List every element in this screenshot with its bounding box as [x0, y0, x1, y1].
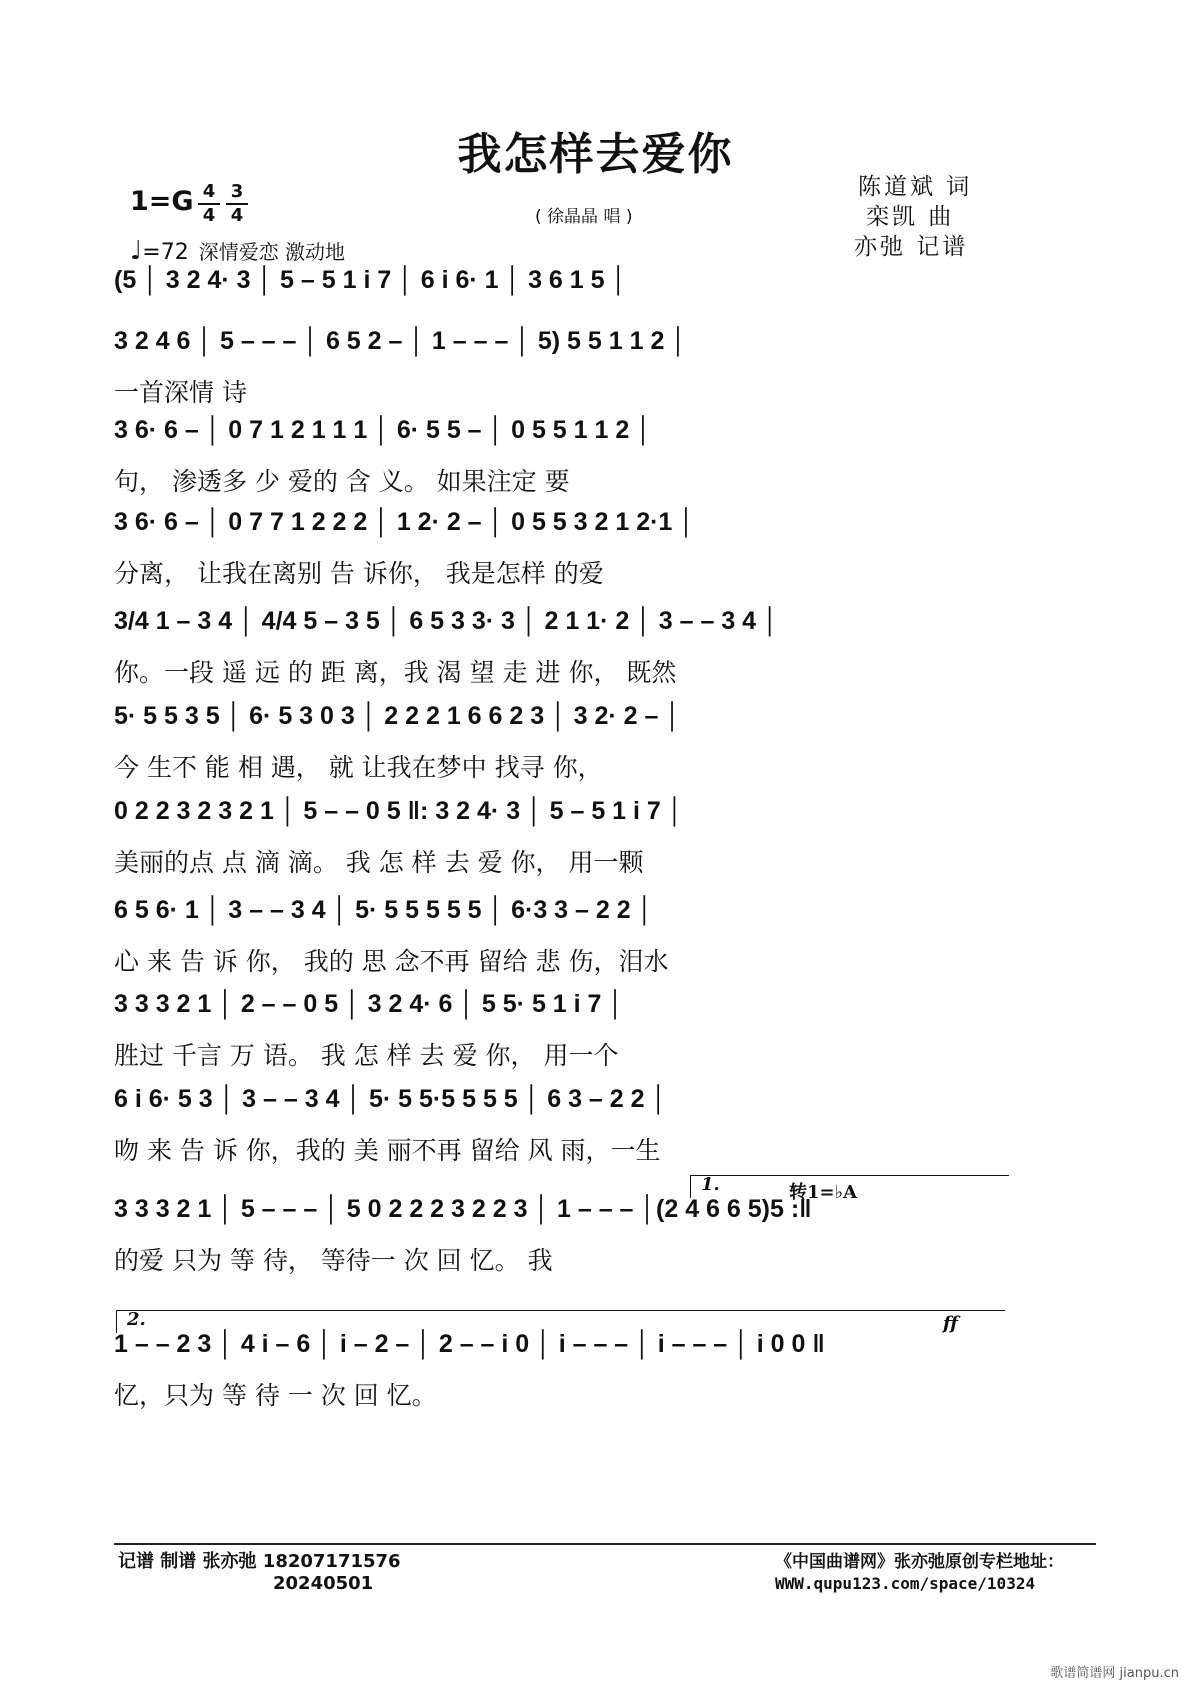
- lyric-line: 忆，只为 等 待 一 次 回 忆。: [114, 1381, 437, 1410]
- watermark: 歌谱简谱网 jianpu.cn: [1050, 1666, 1179, 1681]
- notation-line: 3 2 4 6 │ 5 – – – │ 6 5 2 – │ 1 – – – │ 5) 5 5 1 1 2 │: [114, 327, 687, 355]
- notation-line: (5 │ 3 2 4· 3 │ 5 – 5 1 i 7 │ 6 i 6· 1 │ 3 6 1 5 │: [114, 266, 628, 294]
- time-sig-den: 4: [202, 205, 216, 226]
- site-column-url[interactable]: WWW.qupu123.com/space/10324: [775, 1574, 1036, 1593]
- lyric-line: 心 来 告 诉 你， 我的 思 念不再 留给 悲 伤，泪水: [114, 947, 669, 976]
- singer-credit: ( 徐晶晶 唱 ): [535, 207, 633, 227]
- lyric-line: 的爱 只为 等 待， 等待一 次 回 忆。 我: [114, 1246, 553, 1275]
- notation-line: 6 i 6· 5 3 │ 3 – – 3 4 │ 5· 5 5·5 5 5 5 │ 6 3 – 2 2 │: [114, 1085, 668, 1113]
- lyric-line: 吻 来 告 诉 你，我的 美 丽不再 留给 风 雨，一生: [114, 1136, 661, 1165]
- transcriber-contact: 记谱 制谱 张亦弛 18207171576: [118, 1551, 401, 1572]
- footer-left: [118, 1551, 401, 1595]
- notation-line: 1 – – 2 3 │ 4 i – 6 │ i – 2 – │ 2 – – i 0 │ i – – – │ i – – – │ i 0 0 ‖: [114, 1330, 825, 1358]
- tempo-value: =72: [142, 240, 189, 265]
- tempo-mood: 深情爱恋 激动地: [198, 240, 346, 264]
- lyric-line: 你。一段 遥 远 的 距 离，我 渴 望 走 进 你， 既然: [114, 658, 677, 687]
- lyric-line: 一首深情 诗: [114, 378, 247, 407]
- transcription-date: 20240501: [273, 1573, 374, 1594]
- time-sig-num: 3: [230, 181, 244, 202]
- footer-right: [775, 1551, 1064, 1595]
- key-signature: 1=G: [130, 186, 194, 217]
- volta-2-bracket: [116, 1310, 1005, 1333]
- notation-line: 5· 5 5 3 5 │ 6· 5 3 0 3 │ 2 2 2 1 6 6 2 3 │ 3 2· 2 – │: [114, 702, 682, 730]
- fortissimo-marking: ff: [943, 1313, 958, 1334]
- time-sig-den: 4: [230, 205, 244, 226]
- notation-line: 3 3 3 2 1 │ 2 – – 0 5 │ 3 2 4· 6 │ 5 5· 5 1 i 7 │: [114, 990, 625, 1018]
- notation-line: 3 6· 6 – │ 0 7 1 2 1 1 1 │ 6· 5 5 – │ 0 5 5 1 1 2 │: [114, 416, 652, 444]
- lyric-line: 今 生不 能 相 遇， 就 让我在梦中 找寻 你，: [114, 753, 603, 782]
- quarter-note-icon: ♩: [130, 236, 143, 266]
- notation-line: 3 3 3 2 1 │ 5 – – – │ 5 0 2 2 2 3 2 2 3 │ 1 – – – │(2 4 6 6 5)5 :‖: [114, 1195, 812, 1223]
- footer-divider: [114, 1543, 1096, 1545]
- lyric-line: 胜过 千言 万 语。 我 怎 样 去 爱 你， 用一个: [114, 1041, 619, 1070]
- lyric-line: 分离， 让我在离别 告 诉你， 我是怎样 的爱: [114, 559, 604, 588]
- time-signature-3-4: [226, 183, 248, 225]
- transcriber-credit: 亦弛 记谱: [854, 234, 969, 260]
- notation-line: 3 6· 6 – │ 0 7 7 1 2 2 2 │ 1 2· 2 – │ 0 5 5 3 2 1 2·1 │: [114, 508, 695, 536]
- notation-line: 0 2 2 3 2 3 2 1 │ 5 – – 0 5 ‖: 3 2 4· 3 │ 5 – 5 1 i 7 │: [114, 797, 684, 825]
- lyricist-credit: 陈道斌 词: [858, 174, 973, 200]
- composer-credit: 栾凯 曲: [866, 204, 955, 230]
- volta-1-bracket: [690, 1174, 1009, 1203]
- volta-1-label: 1.: [701, 1174, 720, 1195]
- volta-2-label: 2.: [127, 1309, 146, 1330]
- notation-line: 3/4 1 – 3 4 │ 4/4 5 – 3 5 │ 6 5 3 3· 3 │ 2 1 1· 2 │ 3 – – 3 4 │: [114, 607, 779, 635]
- modulation-marking: 转1=♭A: [789, 1182, 858, 1203]
- notation-line: 6 5 6· 1 │ 3 – – 3 4 │ 5· 5 5 5 5 5 │ 6·3 3 – 2 2 │: [114, 896, 654, 924]
- site-column-label: 《中国曲谱网》张亦弛原创专栏地址：: [775, 1552, 1064, 1572]
- tempo-marking: [130, 236, 345, 266]
- time-sig-num: 4: [202, 181, 216, 202]
- page-title: 我怎样去爱你: [457, 129, 734, 180]
- time-signature-4-4: [198, 183, 220, 225]
- lyric-line: 句， 渗透多 少 爱的 含 义。 如果注定 要: [114, 467, 570, 496]
- lyric-line: 美丽的点 点 滴 滴。 我 怎 样 去 爱 你， 用一颗: [114, 848, 644, 877]
